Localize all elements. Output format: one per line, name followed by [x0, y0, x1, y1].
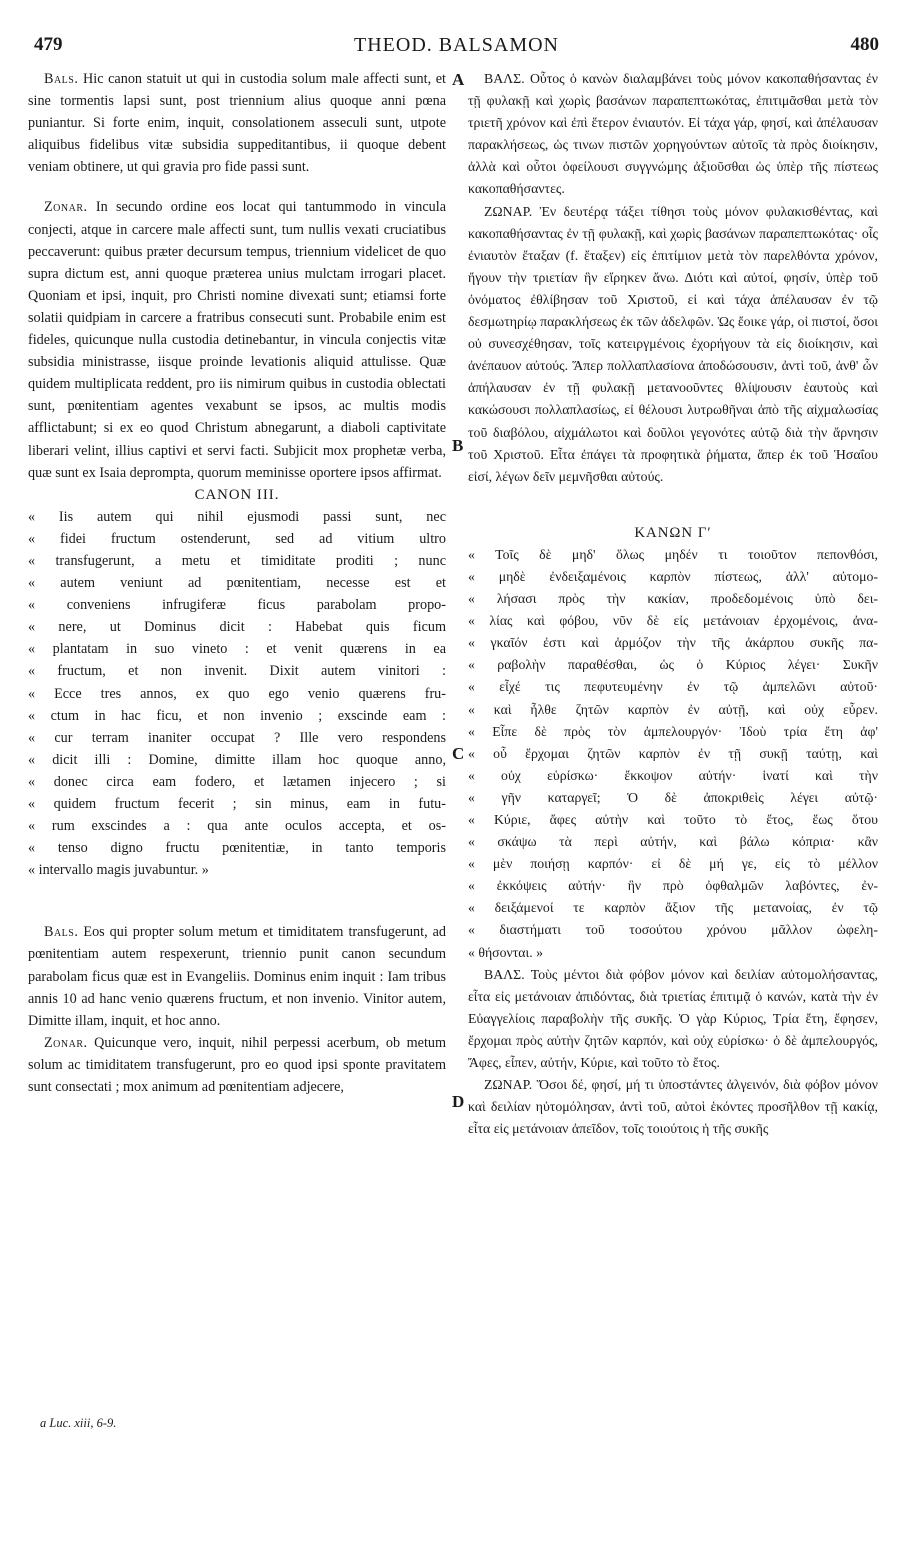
canon-line: « μὲν ποιήσῃ καρπόν· εἰ δὲ μή γε, εἰς τὸ μέλλον	[468, 856, 878, 872]
footnote: a Luc. xiii, 6-9.	[40, 1416, 117, 1430]
canon-line: « γῆν καταργεῖ; Ὁ δὲ ἀποκριθεὶς λέγει αὐτῷ·	[468, 789, 878, 805]
canon-line: « fidei fructum ostenderunt, sed ad vitium ultro	[28, 530, 446, 547]
paragraph-text: In secundo ordine eos locat qui tantummodo in vincula conjecti, atque in carcere male affecti sunt, tum nullis vexati cruciatibus peccaverunt: quibus præter decursum tempus, triennium videlicet de quo supra dictum est, anni quoque præterea unius mulctam irrogari placet. Quoniam et ipsi, inquit, pro Christi nomine divexati sunt; etiamsi forte solatii quidpiam in carcere a fratribus consecuti sunt. Probabile enim est fideles, quicunque nulla custodia detinebantur, in vincula conjectis vitæ subsidia ministrasse, iisque proinde levationis aliquid attulisse. Quæ quidem multiplicata reddent, pro iis nimirum quibus in custodia oblectati sunt, pœnitentiam agentes vexabunt se ipsos, ac multis modis afflictabunt; si ex eo quod Christum abnegarunt, a diaboli captivitate liberari velint, illius captivi et servi facti. Subjicit mox prophetæ verba, quæ sunt ex Isaia deprompta, quorum meminisse oportere ipsos affirmat.	[28, 199, 447, 481]
running-title: THEOD. BALSAMON	[354, 34, 559, 56]
canon-line: « conveniens infrugiferæ ficus parabolam propo-	[28, 597, 446, 614]
canon-line: « plantatam in suo vineto : et venit quærens in ea	[28, 641, 446, 658]
canon-line: « nere, ut Dominus dicit : Habebat quis ficum	[28, 619, 446, 636]
paragraph-text: Οὗτος ὁ κανὼν διαλαμβάνει τοὺς μόνον κακοπαθήσαντας ἐν τῇ φυλακῇ καὶ χωρὶς βασάνων παραπεπτωκότας, ἐπιτιμᾶσθαι μετὰ τὸν τριετῆ χρόνον καὶ ἐπὶ ἕτερον ἐνιαυτόν. Εἰ τάχα γάρ, φησί, καὶ ἀπέλαυσαν παρακλήσεως, ὡς τινων πιστῶν χορηγούντων αὐτοῖς τὰ πρὸς διοίκησιν, ἀλλὰ καὶ οὗτοι ὀφείλουσι συγγνώμης ἀξιοῦσθαι ὡς ὑπὲρ τῆς πίστεως κακοπαθήσαντες.	[468, 71, 878, 197]
canon-line: « οὗ ἔρχομαι ζητῶν καρπὸν ἐν τῇ συκῇ ταύτῃ, καὶ	[468, 745, 878, 761]
canon-line: « οὐχ εὑρίσκω· ἔκκοψον αὐτήν· ἱνατί καὶ τὴν	[468, 767, 878, 783]
speaker-label: ΒΑΛΣ.	[484, 966, 525, 982]
paragraph-text: Ἐν δευτέρᾳ τάξει τίθησι τοὺς μόνον φυλακισθέντας, καὶ κακοπαθήσαντας ἐν τῇ φυλακῇ, καὶ χωρὶς βασάνων παραπεπτωκότας· οἷς ἐνιαυτὸν ἔταξαν (f. ἔταξεν) εἰς ἐπιτίμιον μετὰ τὸν παρελθόντα χρόνον, ἤγουν τὴν τριετίαν ἣν εἴρηκεν ἄνω. Διότι καὶ αὐτοί, φησίν, ὑπὲρ τοῦ ὀνόματος ἐθλίβησαν τοῦ Χριστοῦ, εἰ καὶ τάχα ἀπέλαυσαν ἐν τῷ δεσμωτηρίῳ παρακλήσεως ἐκ τῶν ἀδελφῶν. Ὡς ἔοικε γάρ, οἱ πιστοί, ὅσοι οὐ συνεσχέθησαν, τοῖς κατειργμένοις ἐχορήγουν τὰ εἰς διοίκησιν, καὶ ἀνέπαυον αὐτούς. Ἅπερ πολλαπλασίονα ἀποδώσουσιν, ἀντὶ τοῦ, ἀνθ' ὧν ἀπήλαυσαν ἐν τῇ φυλακῇ μετανοοῦντες θλίψουσιν ἑαυτοὺς καὶ κακώσουσι πολλαπλασίως, εἰ θέλουσι λυτρωθῆναι ἀπὸ τῆς αἰχμαλωσίας τοῦ διαβόλου, αἰχμάλωτοι καὶ δοῦλοι γεγονότες αὐτῷ διὰ τὴν ἄρνησιν τοῦ Χριστοῦ. Εἶτα ἐπάγει τὰ προφητικὰ ῥήματα, ἅπερ ἐκ τοῦ Ἡσαΐου εἰσί, λέγων δεῖν μεμνῆσθαι αὐτούς.	[468, 203, 879, 484]
canon-line: « σκάψω τὰ περὶ αὐτήν, καὶ βάλω κόπρια· κἂν	[468, 834, 878, 850]
greek-paragraph-balsamon-2	[468, 964, 878, 1074]
margin-letter-c: C	[452, 744, 465, 763]
margin-letter-b: B	[452, 436, 464, 455]
canon-title-greek: ΚΑΝΩΝ Γʹ	[634, 524, 712, 541]
canon-line: « fructum, et non invenit. Dixit autem vinitori :	[28, 663, 446, 680]
canon-line: « dicit illi : Domine, dimitte illam hoc quoque anno,	[28, 751, 446, 768]
margin-letter-d: D	[452, 1092, 465, 1111]
canon-line: « transfugerunt, a metu et timiditate proditi ; nunc	[28, 552, 446, 569]
page-number-right: 480	[850, 34, 879, 55]
latin-paragraph-zonaras-1	[28, 196, 446, 483]
paragraph-text: Τοὺς μέντοι διὰ φόβον μόνον καὶ δειλίαν αὐτομολήσαντας, εἶτα εἰς μετάνοιαν ἀπιδόντας, διὰ τριετίας ἐπιτιμᾷ ὁ κανών, κατὰ τὴν ἐν Εὐαγγελίοις παραβολὴν τῆς συκῆς. Ὁ γὰρ Κύριος, Τρία ἔτη, ἔφησεν, ἔρχομαι πρὸς αὐτὴν ζητῶν καρπόν, καὶ οὐχ εὑρίσκω· ὁ δὲ ἀμπελουργός, Ἄφες, εἶπεν, αὐτήν, Κύριε, καὶ τοῦτο τὸ ἔτος.	[468, 966, 878, 1071]
canon-text-latin	[28, 506, 446, 882]
canon-line: « Τοῖς δὲ μηδ' ὅλως μηδέν τι τοιοῦτον πεπονθόσι,	[468, 546, 878, 562]
greek-paragraph-balsamon-1	[468, 68, 878, 201]
canon-line: « ἐκκόψεις αὐτήν· ἣν πρὸ ὀφθαλμῶν λαβόντες, ἐν-	[468, 878, 878, 894]
greek-paragraph-zonaras-2	[468, 1074, 878, 1140]
canon-line: « γκαῖόν ἐστι καὶ ἁρμόζον τὴν τῆς ἀκάρπου συκῆς πα-	[468, 635, 878, 651]
greek-paragraph-zonaras-1	[468, 201, 878, 488]
speaker-label: Zonar.	[44, 199, 88, 216]
speaker-label: ΖΩΝΑΡ.	[484, 203, 533, 219]
paragraph-text: Ὅσοι δέ, φησί, μή τι ὑποστάντες ἀλγεινόν, διὰ φόβον μόνον καὶ δειλίαν ηὐτομόλησαν, ἀντὶ τοῦ, αὐτοὶ ἑκόντες προσῆλθον τῇ κακίᾳ, εἶτα εἰς μετάνοιαν ἀπεῖδον, τοῖς τοιούτοις ἡ τῆς συκῆς	[468, 1077, 879, 1137]
canon-line: « καὶ ἦλθε ζητῶν καρπὸν ἐν αὐτῇ, καὶ οὐχ εὗρεν.	[468, 701, 878, 717]
speaker-label: Zonar.	[44, 1034, 88, 1051]
margin-letter-a: A	[452, 70, 465, 89]
canon-line: « μηδὲ ἐνδειξαμένοις καρπὸν πίστεως, ἀλλ' αὐτομο-	[468, 568, 878, 584]
page-header	[34, 34, 879, 64]
canon-line: « λίας καὶ φόβου, νῦν δὲ εἰς μετάνοιαν ἐρχομένοις, ἀνα-	[468, 613, 878, 629]
canon-line: « λήσασι πρὸς τὴν κακίαν, προδεδομένοις ὑπὸ δει-	[468, 591, 878, 607]
canon-line: « ραβολὴν παραθέσθαι, ὡς ὁ Κύριος λέγει· Συκῆν	[468, 657, 878, 673]
canon-line: « Κύριε, ἄφες αὐτὴν καὶ τοῦτο τὸ ἔτος, ἕως ὅτου	[468, 812, 878, 827]
canon-line: « Εἶπε δὲ πρὸς τὸν ἀμπελουργόν· Ἰδοὺ τρία ἔτη ἀφ'	[468, 723, 878, 739]
canon-line: « δειξάμενοί τε καρπὸν ἄξιον τῆς μετανοίας, ἐν τῷ	[468, 900, 878, 916]
canon-line: « intervallo magis juvabuntur. »	[28, 862, 209, 879]
speaker-label: Bals.	[44, 924, 79, 941]
canon-line: « rum exscindes a : qua ante oculos accepta, et os-	[28, 818, 446, 835]
canon-title-latin: CANON III.	[194, 486, 280, 503]
canon-line: « εἶχέ τις πεφυτευμένην ἐν τῷ ἀμπελῶνι αὐτοῦ·	[468, 679, 878, 695]
canon-text-greek	[468, 544, 878, 964]
greek-column	[468, 68, 878, 1140]
canon-line: « donec circa eam fodero, et lætamen injecero ; si	[28, 773, 446, 790]
speaker-label: Bals.	[44, 71, 79, 87]
canon-line: « θήσονται. »	[468, 944, 544, 960]
speaker-label: ΒΑΛΣ.	[484, 71, 525, 86]
canon-line: « διαστήματι τοῦ τοσούτου χρόνου μᾶλλον ὠφελη-	[468, 922, 878, 938]
latin-paragraph-balsamon-2	[28, 921, 446, 1031]
canon-line: « cur terram inaniter occupat ? Ille vero respondens	[28, 729, 446, 746]
paragraph-text: Quicunque vero, inquit, nihil perpessi acerbum, ob metum solum ac timiditatem transfugerunt, pro eo quod ipsi sponte pravitatem sunt consectati ; mox animum ad pœnitentiam adjecere,	[28, 1034, 447, 1096]
canon-line: « ctum in hac ficu, et non invenio ; exscinde eam :	[28, 707, 446, 724]
latin-paragraph-balsamon-1	[28, 68, 446, 178]
canon-line: « Ecce tres annos, ex quo ego venio quærens fru-	[28, 685, 446, 702]
speaker-label: ΖΩΝΑΡ.	[484, 1077, 533, 1093]
latin-column	[28, 68, 446, 1098]
canon-line: « Iis autem qui nihil ejusmodi passi sunt, nec	[28, 508, 446, 525]
paragraph-text: Eos qui propter solum metum et timiditatem transfugerunt, ad pœnitentiam autem respexerunt, triennio punit canon secundum parabolam ficus quæ est in Evangeliis. Dominus enim inquit : Iam tribus annis 10 ad hanc venio quærens fructum, et non invenio. Vinitor autem, Dimitte illam, inquit, et hoc anno.	[28, 924, 447, 1029]
canon-line: « tenso digno fructu pœnitentiæ, in tanto temporis	[28, 840, 446, 857]
paragraph-text: Hic canon statuit ut qui in custodia solum male affecti sunt, et sine tormentis lapsi sunt, post triennium alius quoque anni pœna puniantur. Si forte enim, inquit, consolationem asseculi sunt, utpote aliquibus fidelibus vitæ subsidia suppeditantibus, ii quoque debent veniam obtinere, ut qui gravia pro fide passi sunt.	[28, 71, 447, 176]
canon-line: « quidem fructum fecerit ; sin minus, eam in futu-	[28, 796, 446, 812]
latin-paragraph-zonaras-2	[28, 1032, 446, 1098]
canon-line: « autem veniunt ad pœnitentiam, necesse est et	[28, 575, 446, 592]
page-number-left: 479	[34, 34, 63, 55]
